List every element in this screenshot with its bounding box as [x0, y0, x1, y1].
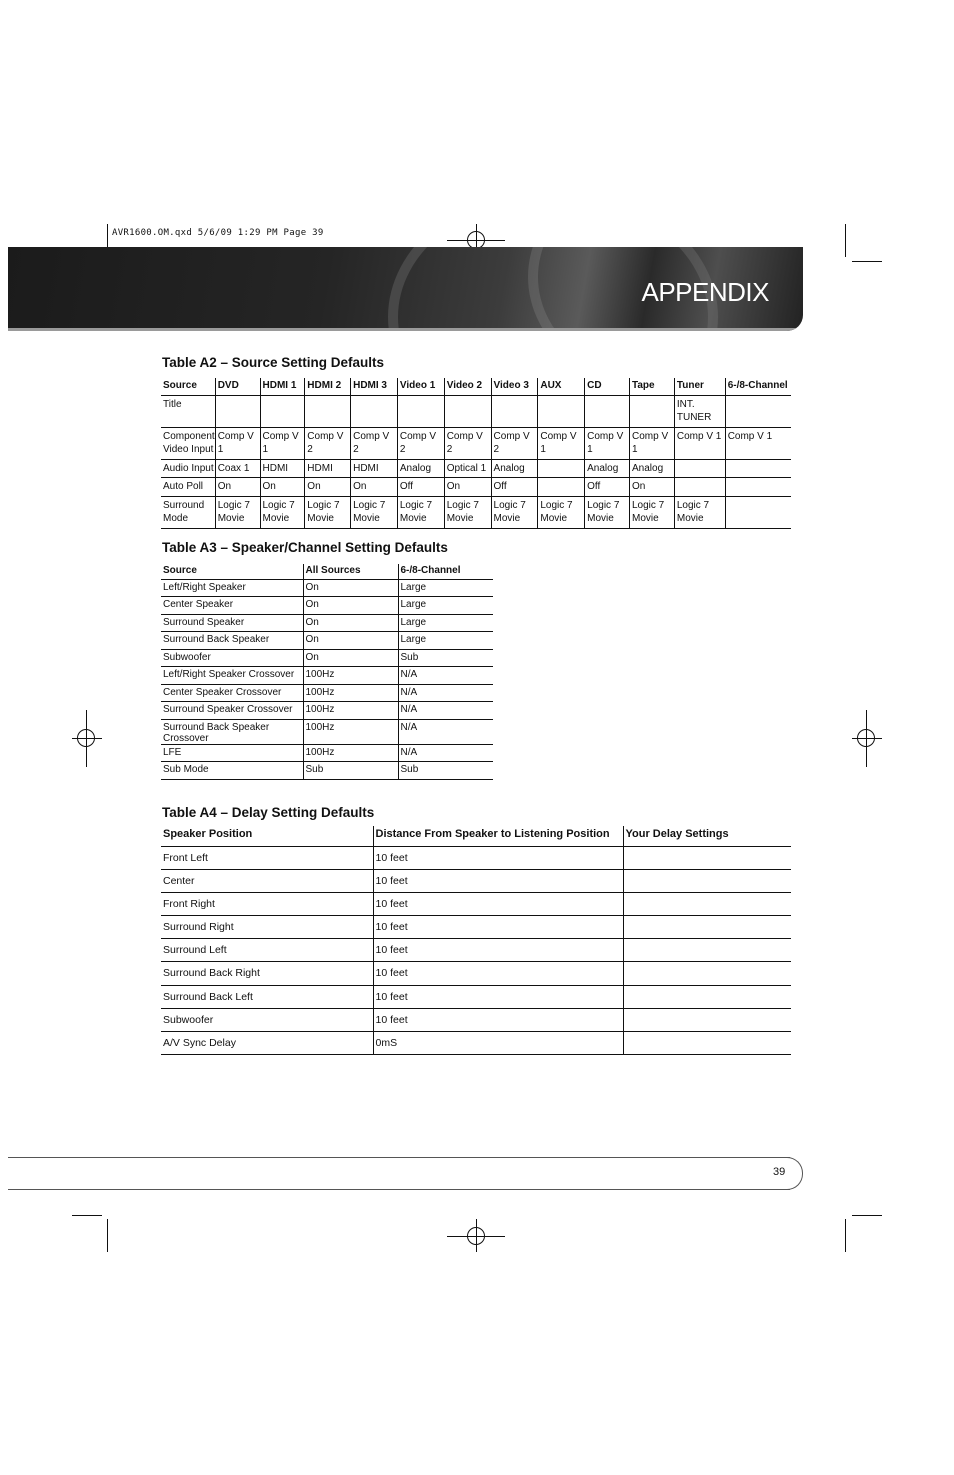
page-number: 39 [773, 1166, 786, 1178]
row-label-cell: Auto Poll [161, 478, 215, 497]
print-slug: AVR1600.OM.qxd 5/6/09 1:29 PM Page 39 [112, 228, 324, 238]
table-cell: Comp V 2 [397, 427, 444, 459]
table-cell: Logic 7 Movie [444, 496, 491, 528]
table-row [161, 744, 493, 762]
table-cell: Sub [398, 649, 493, 667]
table-cell: Logic 7 Movie [491, 496, 538, 528]
table-row [161, 614, 493, 632]
table-cell: On [444, 478, 491, 497]
table-cell: Comp V 2 [491, 427, 538, 459]
table-cell: 100Hz [303, 744, 398, 762]
table-cell: On [305, 478, 351, 497]
table-cell [538, 395, 585, 427]
table-cell [725, 496, 791, 528]
table-cell: N/A [398, 702, 493, 720]
table-row [161, 667, 493, 685]
table-row [161, 719, 493, 744]
table-cell: Comp V 1 [260, 427, 305, 459]
table-cell: Logic 7 Movie [305, 496, 351, 528]
row-label-cell: LFE [161, 744, 303, 762]
table-row [161, 684, 493, 702]
column-header: Video 3 [491, 378, 538, 395]
table-cell: 10 feet [373, 869, 623, 892]
table-cell: On [351, 478, 398, 497]
table-row [161, 1032, 791, 1055]
table-header-row [161, 826, 791, 846]
banner-title: APPENDIX [641, 277, 769, 307]
column-header: Source [161, 378, 215, 395]
table-cell [623, 985, 791, 1008]
row-label-cell: Center Speaker [161, 597, 303, 615]
source-setting-defaults-table [161, 378, 791, 529]
table-cell: Logic 7 Movie [585, 496, 630, 528]
column-header: Speaker Position [161, 826, 373, 846]
table-cell: INT. TUNER [674, 395, 725, 427]
row-label-cell: Surround Back Speaker Crossover [161, 719, 303, 744]
table-cell: Off [585, 478, 630, 497]
table-row [161, 869, 791, 892]
table-cell: Comp V 1 [538, 427, 585, 459]
row-label-cell: Front Right [161, 892, 373, 915]
table-cell: Comp V 1 [725, 427, 791, 459]
table-cell: Logic 7 Movie [630, 496, 675, 528]
table-row [161, 459, 791, 478]
table-cell: N/A [398, 719, 493, 744]
table-cell [623, 892, 791, 915]
table-cell: Logic 7 Movie [538, 496, 585, 528]
row-label-cell: Surround Back Speaker [161, 632, 303, 650]
table-cell: Large [398, 579, 493, 597]
column-header: Distance From Speaker to Listening Position [373, 826, 623, 846]
table-cell: 10 feet [373, 1008, 623, 1031]
table-cell [538, 459, 585, 478]
row-label-cell: Surround Speaker [161, 614, 303, 632]
table-cell: Logic 7 Movie [674, 496, 725, 528]
row-label-cell: Surround Back Right [161, 962, 373, 985]
table-cell: Large [398, 597, 493, 615]
column-header: Tape [630, 378, 675, 395]
row-label-cell: Audio Input [161, 459, 215, 478]
table-cell: Comp V 2 [444, 427, 491, 459]
table-cell: N/A [398, 667, 493, 685]
table-cell [623, 1032, 791, 1055]
table-cell: Optical 1 [444, 459, 491, 478]
table-cell: HDMI [351, 459, 398, 478]
table-header-row [161, 378, 791, 395]
table-cell [585, 395, 630, 427]
row-label-cell: A/V Sync Delay [161, 1032, 373, 1055]
table-cell: Off [397, 478, 444, 497]
table-row [161, 962, 791, 985]
table-cell: N/A [398, 744, 493, 762]
row-label-cell: Center [161, 869, 373, 892]
table-cell [397, 395, 444, 427]
table-cell: HDMI [305, 459, 351, 478]
row-label-cell: Front Left [161, 846, 373, 869]
column-header: HDMI 2 [305, 378, 351, 395]
table-row [161, 496, 791, 528]
table-cell [674, 459, 725, 478]
table-cell: On [630, 478, 675, 497]
table-cell: Comp V 1 [674, 427, 725, 459]
footer-rule [8, 1157, 790, 1158]
table-row [161, 916, 791, 939]
footer-rule [8, 1189, 790, 1190]
delay-setting-defaults-table [161, 826, 791, 1055]
table-row [161, 762, 493, 780]
table-a2-title: Table A2 – Source Setting Defaults [162, 355, 385, 370]
table-cell [623, 939, 791, 962]
table-row [161, 892, 791, 915]
table-cell: 100Hz [303, 702, 398, 720]
column-header: Your Delay Settings [623, 826, 791, 846]
table-cell: On [260, 478, 305, 497]
table-row [161, 632, 493, 650]
table-cell: Coax 1 [215, 459, 260, 478]
table-row [161, 478, 791, 497]
table-cell: Logic 7 Movie [215, 496, 260, 528]
row-label-cell: Sub Mode [161, 762, 303, 780]
row-label-cell: Subwoofer [161, 1008, 373, 1031]
table-cell [725, 395, 791, 427]
table-cell: Logic 7 Movie [397, 496, 444, 528]
table-cell: Analog [585, 459, 630, 478]
table-cell: Comp V 1 [630, 427, 675, 459]
table-cell: Comp V 2 [351, 427, 398, 459]
column-header: CD [585, 378, 630, 395]
row-label-cell: Surround Speaker Crossover [161, 702, 303, 720]
table-cell [260, 395, 305, 427]
table-cell [623, 1008, 791, 1031]
table-cell: Sub [398, 762, 493, 780]
table-header-row [161, 564, 493, 579]
table-row [161, 702, 493, 720]
table-cell: Comp V 2 [305, 427, 351, 459]
table-cell [623, 916, 791, 939]
table-cell: On [303, 614, 398, 632]
table-cell: Comp V 1 [215, 427, 260, 459]
row-label-cell: Component Video Input [161, 427, 215, 459]
column-header: 6-/8-Channel [398, 564, 493, 579]
table-row [161, 579, 493, 597]
table-cell: On [303, 579, 398, 597]
table-cell [725, 478, 791, 497]
table-cell: 100Hz [303, 667, 398, 685]
table-cell: Large [398, 614, 493, 632]
table-cell: On [303, 632, 398, 650]
table-cell: On [303, 597, 398, 615]
table-row [161, 846, 791, 869]
table-row [161, 395, 791, 427]
table-cell: Sub [303, 762, 398, 780]
column-header: All Sources [303, 564, 398, 579]
table-cell: Analog [491, 459, 538, 478]
row-label-cell: Left/Right Speaker [161, 579, 303, 597]
table-row [161, 1008, 791, 1031]
row-label-cell: Surround Left [161, 939, 373, 962]
table-cell: 10 feet [373, 846, 623, 869]
row-label-cell: Subwoofer [161, 649, 303, 667]
table-cell: Off [491, 478, 538, 497]
column-header: HDMI 1 [260, 378, 305, 395]
table-cell [623, 869, 791, 892]
column-header: AUX [538, 378, 585, 395]
appendix-banner [8, 247, 803, 331]
row-label-cell: Title [161, 395, 215, 427]
table-cell: 100Hz [303, 719, 398, 744]
row-label-cell: Surround Back Left [161, 985, 373, 1008]
table-cell [630, 395, 675, 427]
table-a4-title: Table A4 – Delay Setting Defaults [162, 805, 375, 820]
table-cell: 10 feet [373, 962, 623, 985]
table-cell: HDMI [260, 459, 305, 478]
table-row [161, 427, 791, 459]
column-header: Source [161, 564, 303, 579]
column-header: Video 2 [444, 378, 491, 395]
table-cell: Large [398, 632, 493, 650]
table-cell [674, 478, 725, 497]
table-cell [305, 395, 351, 427]
table-cell [623, 846, 791, 869]
table-row [161, 939, 791, 962]
column-header: 6-/8-Channel [725, 378, 791, 395]
table-cell [623, 962, 791, 985]
table-cell [215, 395, 260, 427]
table-cell: Logic 7 Movie [351, 496, 398, 528]
table-cell: 100Hz [303, 684, 398, 702]
table-cell [538, 478, 585, 497]
table-row [161, 649, 493, 667]
table-cell [351, 395, 398, 427]
table-cell: On [303, 649, 398, 667]
table-a3-title: Table A3 – Speaker/Channel Setting Defaults [162, 540, 448, 555]
table-cell [444, 395, 491, 427]
table-cell: Logic 7 Movie [260, 496, 305, 528]
table-cell: 10 feet [373, 939, 623, 962]
column-header: HDMI 3 [351, 378, 398, 395]
table-row [161, 597, 493, 615]
table-cell: Analog [397, 459, 444, 478]
row-label-cell: Surround Mode [161, 496, 215, 528]
table-cell: Analog [630, 459, 675, 478]
column-header: Tuner [674, 378, 725, 395]
column-header: DVD [215, 378, 260, 395]
table-cell: On [215, 478, 260, 497]
table-cell: 0mS [373, 1032, 623, 1055]
table-cell: 10 feet [373, 916, 623, 939]
table-cell [491, 395, 538, 427]
table-cell: Comp V 1 [585, 427, 630, 459]
row-label-cell: Surround Right [161, 916, 373, 939]
speaker-channel-defaults-table [161, 564, 493, 780]
column-header: Video 1 [397, 378, 444, 395]
row-label-cell: Center Speaker Crossover [161, 684, 303, 702]
table-cell [725, 459, 791, 478]
table-cell: 10 feet [373, 985, 623, 1008]
table-cell: N/A [398, 684, 493, 702]
table-row [161, 985, 791, 1008]
table-cell: 10 feet [373, 892, 623, 915]
row-label-cell: Left/Right Speaker Crossover [161, 667, 303, 685]
